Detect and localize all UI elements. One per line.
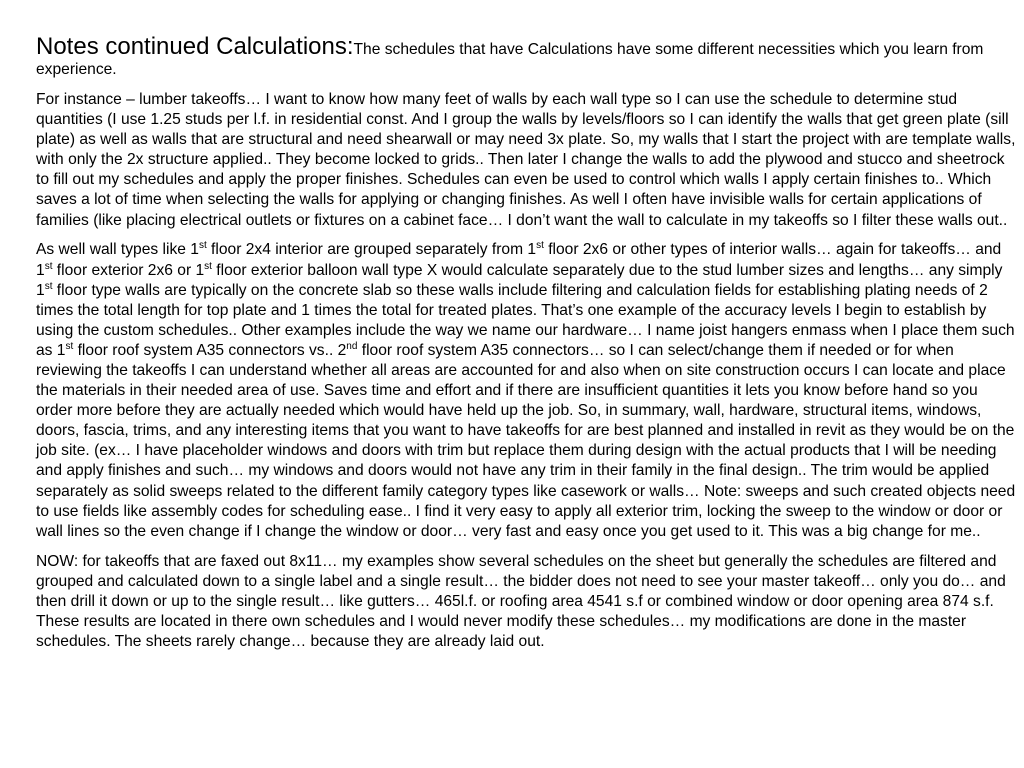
ordinal-suffix: st: [44, 260, 53, 272]
ordinal-suffix: st: [198, 240, 207, 252]
ordinal-suffix: st: [65, 340, 74, 352]
ordinal-suffix: st: [536, 240, 544, 252]
intro-text: The schedules that have Calculations have some different necessities which you learn from experience.: [36, 41, 984, 79]
paragraph-lumber-takeoffs: For instance – lumber takeoffs… I want to know how many feet of walls by each wall type so I can use the schedule to determine stud quantities (I use 1.25 studs per l.f. in residential const. And I group the walls by levels/floors so I can identify the walls that get green plate (sill plate) as well as walls that are structural and need shearwall or may need 3x plate. So, my walls that I start the project with are template walls, with only the 2x structure applied.. They become locked to grids.. Then later I change the walls to add the plywood and stucco and sheetrock to fill out my schedules and apply the proper finishes. Schedules can even be used to control which walls I apply certain finishes to.. Which saves a lot of time when selecting the walls for applying or changing finishes. As well I often have invisible walls for certain applications of families (like placing electrical outlets or fixtures on a cabinet face… I don’t want the wall to calculate in my takeoffs so I filter these walls out..: [36, 90, 1016, 229]
text-run: floor roof system A35 connectors… so I can select/change them if needed or for when reviewing the takeoffs I can understand whether all areas are accounted for and also when on site construction occurs I can locate and place the materials in their needed area of use. Saves time and effort and if there are insufficient quantities it lets you know before hand so you order more before they are actually needed which would have held up the job. So, in summary, wall, hardware, structural items, windows, doors, fascia, trims, and any interesting items that you want to have takeoffs for are best planned and installed in revit as they would be on the job site. (ex… I have placeholder windows and doors with trim but replace them during design with the actual products that I will be needing and apply finishes and such… my windows and doors would not have any trim in their family in the final design.. The trim would be applied separately as solid sweeps related to the different family category types like casework or walls… Note: sweeps and such created objects need to use fields like assembly codes for scheduling ease.. I find it very easy to apply all exterior trim, locking the sweep to the window or door or wall lines so the even change if I change the window or door… very fast and easy once you get used to it. This was a big change for me..: [36, 341, 1016, 540]
text-run: floor exterior balloon wall type X would calculate separately due to the stud lumber sizes and lengths… any simply 1: [36, 261, 1003, 299]
paragraph-wall-types: [36, 240, 1016, 541]
text-run: floor 2x6 or other types of interior walls… again for takeoffs… and 1: [36, 241, 1002, 279]
text-run: floor roof system A35 connectors vs.. 2: [73, 341, 347, 359]
paragraph-intro: [36, 35, 1016, 80]
ordinal-suffix: st: [204, 260, 212, 272]
slide-content: [36, 35, 1016, 662]
paragraph-faxed-takeoffs: NOW: for takeoffs that are faxed out 8x11… my examples show several schedules on the sheet but generally the schedules are filtered and grouped and calculated down to a single label and a single result… the bidder does not need to see your master takeoff… only you do… and then drill it down or up to the single result… like gutters… 465l.f. or roofing area 4541 s.f or combined window or door opening area 874 s.f. These results are located in there own schedules and I would never modify these schedules… my modifications are done in the master schedules. The sheets rarely change… because they are already laid out.: [36, 552, 1006, 651]
ordinal-suffix: nd: [346, 340, 358, 352]
text-run: floor exterior 2x6 or 1: [52, 261, 205, 279]
text-run: floor type walls are typically on the concrete slab so these walls include filtering and calculation fields for establishing plating needs of 2 times the total length for top plate and 1 times the total for treated plates. That’s one example of the accuracy levels I begin to establish by using the custom schedules.. Other examples include the way we name our hardware… I name joist hangers enmass when I place them such as 1: [36, 281, 1015, 359]
slide-title: Notes continued Calculations:: [36, 33, 354, 60]
ordinal-suffix: st: [44, 280, 53, 292]
text-run: floor 2x4 interior are grouped separately from 1: [206, 241, 537, 259]
text-run: As well wall types like 1: [36, 241, 199, 259]
